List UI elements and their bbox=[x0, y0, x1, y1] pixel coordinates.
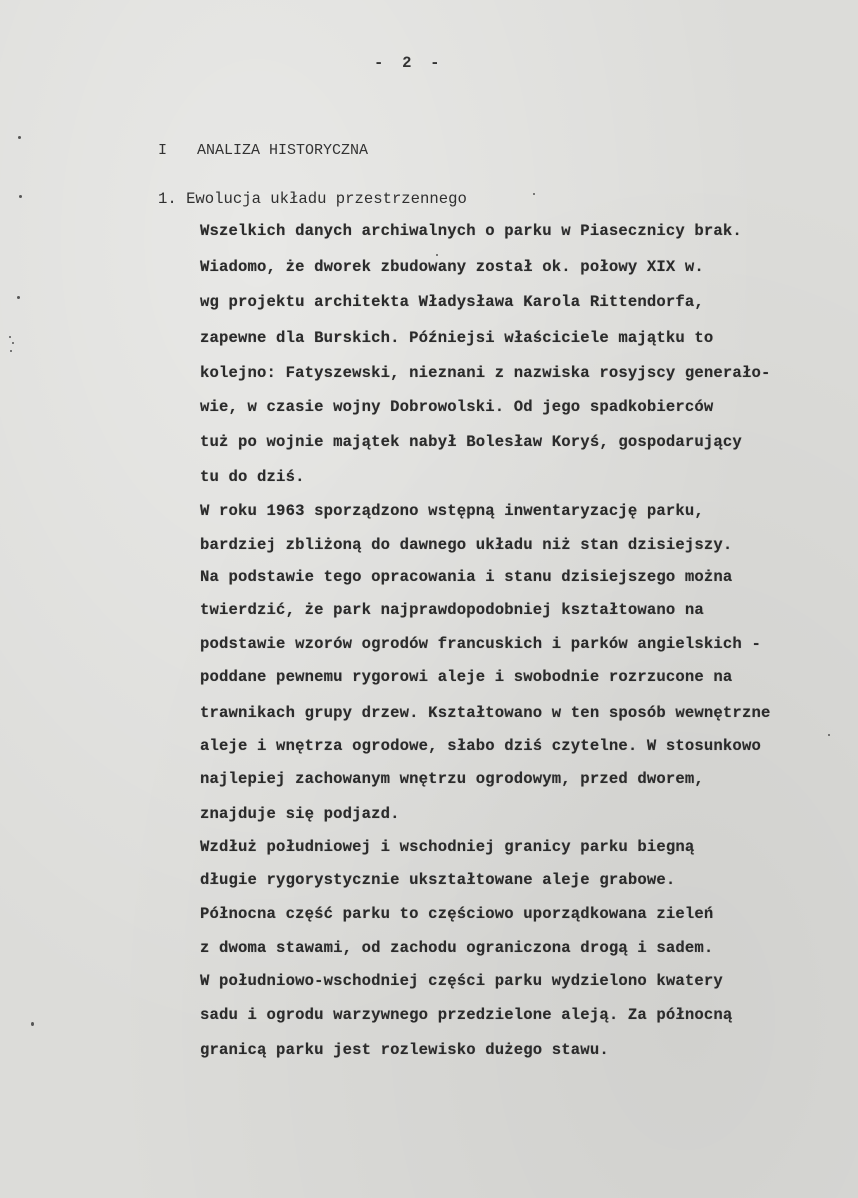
text-line: znajduje się podjazd. bbox=[200, 805, 400, 823]
scan-speck bbox=[31, 1022, 34, 1026]
section-heading bbox=[158, 142, 368, 159]
text-line: podstawie wzorów ogrodów francuskich i parków angielskich - bbox=[200, 635, 761, 653]
text-line: wg projektu architekta Władysława Karola Rittendorfa, bbox=[200, 293, 704, 311]
text-line: granicą parku jest rozlewisko dużego stawu. bbox=[200, 1041, 609, 1059]
text-line: Na podstawie tego opracowania i stanu dzisiejszego można bbox=[200, 568, 733, 586]
subsection-heading bbox=[158, 190, 467, 208]
page-number: - 2 - bbox=[374, 54, 440, 72]
text-line: zapewne dla Burskich. Późniejsi właściciele majątku to bbox=[200, 329, 714, 347]
text-line: tuż po wojnie majątek nabył Bolesław Koryś, gospodarujący bbox=[200, 433, 742, 451]
scan-speck bbox=[436, 254, 438, 256]
text-line: W południowo-wschodniej części parku wydzielono kwatery bbox=[200, 972, 723, 990]
scan-speck bbox=[9, 336, 11, 338]
text-line: z dwoma stawami, od zachodu ograniczona drogą i sadem. bbox=[200, 939, 714, 957]
text-line: bardziej zbliżoną do dawnego układu niż stan dzisiejszy. bbox=[200, 536, 733, 554]
text-line: trawnikach grupy drzew. Kształtowano w ten sposób wewnętrzne bbox=[200, 704, 771, 722]
scan-speck bbox=[10, 350, 12, 352]
text-line: wie, w czasie wojny Dobrowolski. Od jego spadkobierców bbox=[200, 398, 714, 416]
text-line: Wiadomo, że dworek zbudowany został ok. połowy XIX w. bbox=[200, 258, 704, 276]
scan-speck bbox=[18, 136, 21, 139]
text-line: aleje i wnętrza ogrodowe, słabo dziś czytelne. W stosunkowo bbox=[200, 737, 761, 755]
scan-speck bbox=[19, 195, 22, 198]
scan-speck bbox=[12, 342, 14, 344]
text-line: długie rygorystycznie ukształtowane aleje grabowe. bbox=[200, 871, 676, 889]
section-title: ANALIZA HISTORYCZNA bbox=[197, 142, 369, 159]
subsection-number: 1. bbox=[158, 190, 177, 208]
section-numeral: I bbox=[158, 142, 168, 159]
text-line: sadu i ogrodu warzywnego przedzielone aleją. Za północną bbox=[200, 1006, 733, 1024]
text-line: twierdzić, że park najprawdopodobniej kształtowano na bbox=[200, 601, 704, 619]
text-line: poddane pewnemu rygorowi aleje i swobodnie rozrzucone na bbox=[200, 668, 733, 686]
scan-speck bbox=[533, 193, 535, 195]
scan-speck bbox=[17, 296, 20, 299]
text-line: tu do dziś. bbox=[200, 468, 305, 486]
text-line: Wszelkich danych archiwalnych o parku w Piasecznicy brak. bbox=[200, 222, 742, 240]
text-line: kolejno: Fatyszewski, nieznani z nazwiska rosyjscy generało- bbox=[200, 364, 771, 382]
text-line: najlepiej zachowanym wnętrzu ogrodowym, przed dworem, bbox=[200, 770, 704, 788]
text-line: W roku 1963 sporządzono wstępną inwentaryzację parku, bbox=[200, 502, 704, 520]
scan-speck bbox=[828, 734, 830, 736]
text-line: Północna część parku to częściowo uporządkowana zieleń bbox=[200, 905, 714, 923]
subsection-title: Ewolucja układu przestrzennego bbox=[186, 190, 467, 208]
text-line: Wzdłuż południowej i wschodniej granicy parku biegną bbox=[200, 838, 695, 856]
